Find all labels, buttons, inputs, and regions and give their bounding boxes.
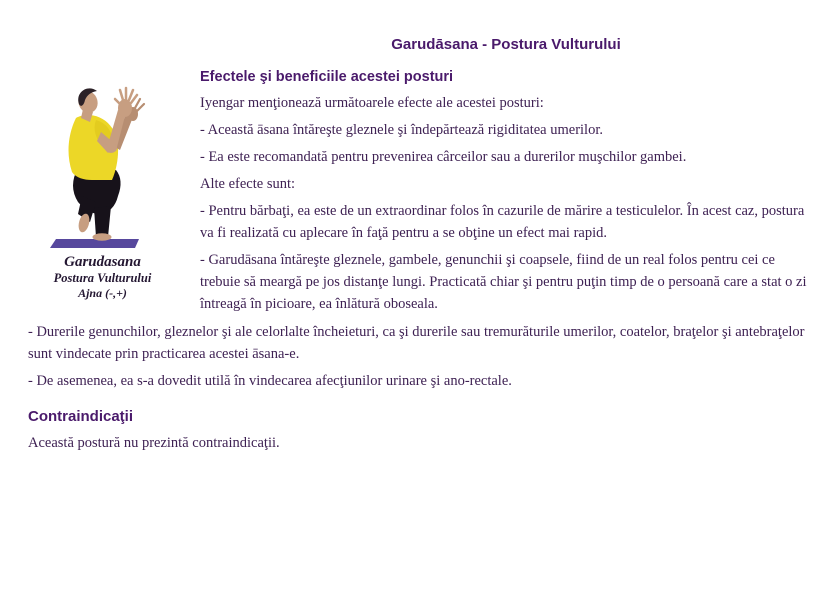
pants-shin (94, 206, 111, 237)
pose-photo (38, 84, 168, 252)
effects-intro: Iyengar menţionează următoarele efecte ale acestei posturi: (200, 95, 544, 111)
effects-heading: Efectele şi beneficiile acestei posturi (200, 69, 454, 85)
effect-item-3: - Pentru bărbaţi, ea este de un extraordinar folos în cazurile de mărire a testiculelor. În acest caz, postura va fi realizată cu aplecare în faţă pentru a se obţine un efect mai rapid. (200, 203, 805, 241)
main-column (200, 36, 812, 315)
yoga-mat (50, 239, 139, 248)
contraindications-text: Această postură nu prezintă contraindicaţii. (28, 435, 280, 451)
hand-front (118, 99, 132, 117)
effects-other-intro: Alte efecte sunt: (200, 176, 296, 192)
standing-foot (92, 233, 111, 241)
pose-figure (30, 84, 175, 301)
contraindications-heading: Contraindicaţii (28, 408, 134, 425)
full-width-section (28, 321, 812, 454)
caption-subtitle: Postura Vulturului (53, 271, 152, 285)
effect-item-4: - Garudāsana întăreşte gleznele, gambele, genunchii şi coapsele, fiind de un real folos pentru cei ce trebuie să meargă pe jos distanţe lungi. Practicată chiar şi pentru puţin timp de o persoană care a stat o zi întreagă în picioare, ea înlătură oboseala. (200, 252, 807, 312)
effect-item-2: - Ea este recomandată pentru prevenirea cârceilor sau a durerilor muşchilor gambei. (200, 149, 687, 165)
caption-chakra: Ajna (-,+) (78, 286, 127, 300)
effect-item-6: - De asemenea, ea s-a dovedit utilă în vindecarea afecţiunilor urinare şi ano-rectale. (28, 373, 512, 389)
effect-item-5: - Durerile genunchilor, gleznelor şi ale celorlalte încheieturi, ca şi durerile sau tremurăturile umerilor, coatelor, braţelor şi antebraţelor sunt vindecate prin practicarea acestei āsana-e. (28, 324, 805, 362)
effect-item-1: - Această āsana întăreşte gleznele şi îndepărtează rigiditatea umerilor. (200, 122, 603, 138)
caption-title: Garudasana (64, 254, 141, 270)
page-title: Garudāsana - Postura Vulturului (391, 36, 621, 53)
figure-caption (30, 254, 175, 301)
